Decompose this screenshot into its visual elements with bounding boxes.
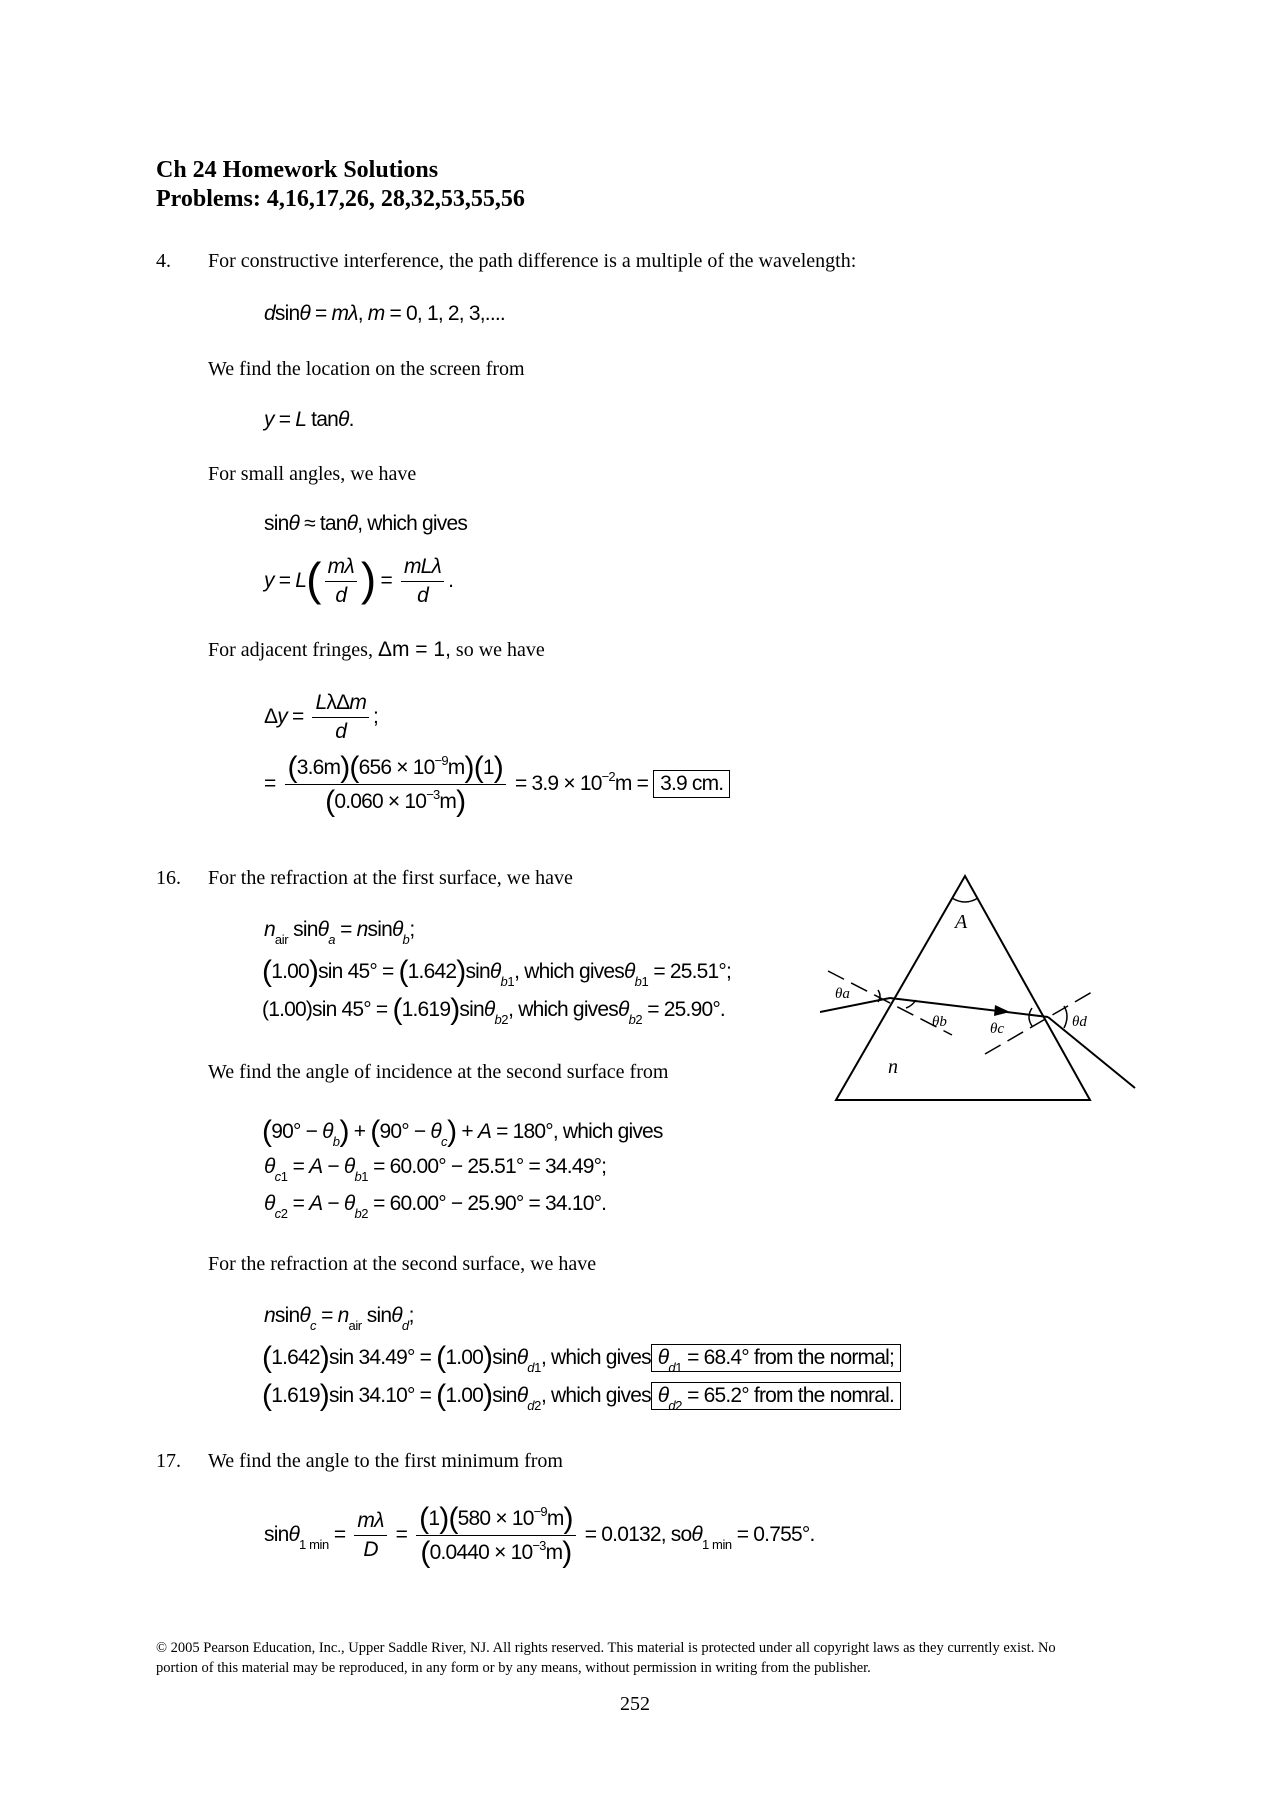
eq-constructive-condition: dsinθ = mλ, m = 0, 1, 2, 3,.... <box>264 302 505 325</box>
eq-first-minimum: sinθ$_{1 min}$ = $\frac{m\lambda}{D}$ = $\frac{(1)(580 \times 10^{-9}m)}{(0.0440 \times 10^{-3}m)}$ = 0.0132, soθ$_{1 min}$ = 0.755°. <box>264 1502 815 1569</box>
problem-4-intro: For constructive interference, the path difference is a multiple of the wavelength: <box>208 250 857 272</box>
answer-box-fringe-spacing: 3.9 cm. <box>653 770 730 798</box>
label-apex-a: A <box>955 911 968 933</box>
eq-fringe-spacing: Δy = $\frac{\text{LλΔm}}{d}$ ; <box>264 691 379 743</box>
eq-snell-first-surface: $n_{air}$ sinθ$_a$ = nsinθ$_b$; <box>264 918 415 947</box>
arc-theta-c <box>1029 1008 1032 1026</box>
problem-list-title: Problems: 4,16,17,26, 28,32,53,55,56 <box>156 186 525 212</box>
eq-fringe-calculation: = $\frac{(3.6m)(656 \times 10^{-9}m)(1)}{(0.060 \times 10^{-3}m)}$ = $3.9 \times 10^{-2}m = 3.9$ cm. <box>264 752 730 817</box>
eq-refraction-b2: (1.00)sin 45° = (1.619)sinθ$_{b2}$, which givesθ$_{b2}$ = 25.90°. <box>262 993 725 1027</box>
second-surface-angle-text: We find the angle of incidence at the second surface from <box>208 1061 669 1083</box>
adjacent-text-a: For adjacent fringes, <box>208 639 373 661</box>
problem-4-number: 4. <box>156 250 171 272</box>
problem-17-number: 17. <box>156 1450 181 1472</box>
eq-refraction-b1: (1.00)sin 45° = (1.642)sinθ$_{b1}$, which givesθ$_{b1}$ = 25.51°; <box>262 955 731 989</box>
adjacent-fringes-text <box>208 638 545 662</box>
prism-diagram <box>820 860 1140 1110</box>
eq-angle-sum: $(90^\circ - \theta_b) + (90^\circ - \theta_c) + A = 180^\circ$, which gives <box>262 1115 663 1149</box>
second-surface-text: For the refraction at the second surface, we have <box>208 1253 597 1275</box>
emergent-ray <box>1048 1017 1135 1088</box>
delta-m-value: Δm = 1, <box>377 638 451 661</box>
label-theta-b: θb <box>932 1014 947 1030</box>
eq-theta-c1: $\theta_{c1} = A - \theta_{b1} = 60.00^\circ - 25.51^\circ = 34.49^\circ$; <box>264 1155 607 1184</box>
eq-snell-second-surface: $nsin\theta_c = n_{air}$ sinθ$_d$; <box>264 1304 414 1333</box>
location-text: We find the location on the screen from <box>208 358 525 380</box>
ray-direction-arrow <box>994 1005 1010 1016</box>
eq-refraction-d2: (1.619)sin 34.10° = (1.00)sinθ$_{d2}$, which gives $\theta_{d2} = 65.2^\circ$ from the nomral. <box>262 1376 901 1410</box>
arc-theta-d <box>1064 1006 1067 1028</box>
answer-box-theta-d2: $\theta_{d2} = 65.2^\circ$ from the nomral. <box>651 1382 901 1410</box>
page-number: 252 <box>620 1693 650 1715</box>
small-angle-text: For small angles, we have <box>208 463 417 485</box>
problem-17-intro: We find the angle to the first minimum from <box>208 1450 563 1472</box>
eq-screen-location: y = L tanθ. <box>264 408 354 431</box>
label-index-n: n <box>888 1056 898 1078</box>
label-theta-a: θa <box>835 986 850 1002</box>
label-theta-c: θc <box>990 1021 1005 1037</box>
prism-triangle <box>836 876 1090 1100</box>
problem-16-intro: For the refraction at the first surface, we have <box>208 867 573 889</box>
apex-angle-arc <box>952 898 978 902</box>
problem-16-number: 16. <box>156 867 181 889</box>
arc-theta-a <box>878 990 880 1002</box>
label-theta-d: θd <box>1072 1014 1087 1030</box>
eq-theta-c2: $\theta_{c2} = A - \theta_{b2} = 60.00^\circ - 25.90^\circ = 34.10^\circ$. <box>264 1192 607 1221</box>
page-title: Ch 24 Homework Solutions <box>156 157 439 183</box>
adjacent-text-b: so we have <box>455 639 545 661</box>
answer-box-theta-d1: $\theta_{d1} = 68.4^\circ$ from the normal; <box>651 1344 901 1372</box>
refracted-ray <box>890 998 1048 1017</box>
copyright-notice: © 2005 Pearson Education, Inc., Upper Saddle River, NJ. All rights reserved. This material is protected under all copyright laws as they currently exist. No portion of this material may be reproduced, in any form or by any means, without permission in writing from the publisher. <box>156 1640 1056 1676</box>
eq-small-angle: sinθ ≈ tanθ, which gives <box>264 512 468 535</box>
eq-fringe-position: y = L( $\frac{m\lambda}{d}$ ) = $\frac{\text{mLλ}}{d}$ . <box>264 553 454 607</box>
eq-refraction-d1: (1.642)sin 34.49° = (1.00)sinθ$_{d1}$, which gives $\theta_{d1} = 68.4^\circ$ from the normal; <box>262 1338 901 1372</box>
